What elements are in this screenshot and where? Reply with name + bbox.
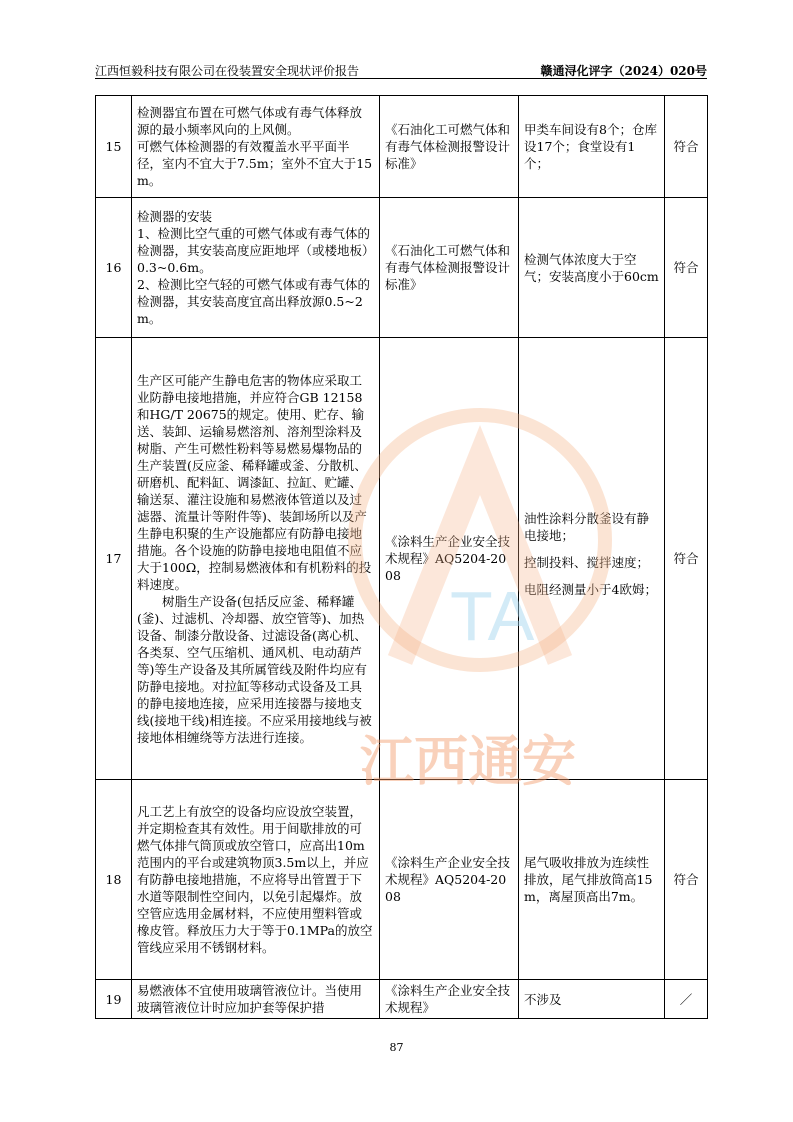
requirement-text: 检测器的安装 <box>137 209 213 224</box>
result-cell: 符合 <box>665 96 708 198</box>
requirement-text: 易燃液体不宜使用玻璃管液位计。当使用玻璃管液位计时应加护套等保护措 <box>137 983 363 1015</box>
table-row <box>96 780 708 980</box>
actual-text: 不涉及 <box>524 991 562 1007</box>
requirement-cell <box>132 780 380 980</box>
table-row <box>96 198 708 338</box>
basis-cell: 《涂料生产企业安全技术规程》AQ5204-2008 <box>380 780 519 980</box>
report-number: 赣通浔化评字（2024）020号 <box>540 64 707 78</box>
requirement-text: 树脂生产设备(包括反应釜、稀释罐(釜)、过滤机、冷却器、放空管等)、加热设备、制漆分散设备、过滤设备(离心机、各类泵、空气压缩机、通风机、电动葫芦等)等生产设备及其所属管线及附件均应有防静电接地。对拉缸等移动式设备及工具的静电接地连接，应采用连接器与接地支线(接地干线)相连接。不应采用接地线与被接地体相缠绕等方法进行连接。 <box>137 593 372 745</box>
requirement-text: 生产区可能产生静电危害的物体应采取工业防静电接地措施，并应符合GB 12158和HG/T 20675的规定。使用、贮存、输送、装卸、运输易燃溶剂、溶剂型涂料及树脂、产生可燃性粉料等易燃易爆物品的生产装置(反应釜、稀释罐或釜、分散机、研磨机、配料缸、调漆缸、拉缸、贮罐、输送泵、灌注设施和易燃液体管道以及过滤器、流量计等附件等)、装卸场所以及产生静电积聚的生产设施都应有防静电接地措施。各个设施的防静电接地电阻值不应大于100Ω，控制易燃液体和有机粉料的投料速度。 <box>137 372 372 592</box>
actual-cell <box>519 198 665 338</box>
requirement-text: 2、检测比空气轻的可燃气体或有毒气体的检测器，其安装高度宜高出释放源0.5~2m。 <box>137 277 370 326</box>
actual-text: 电阻经测量小于4欧姆； <box>524 581 657 597</box>
basis-cell: 《石油化工可燃气体和有毒气体检测报警设计标准》 <box>380 96 519 198</box>
requirement-text: 检测器宜布置在可燃气体或有毒气体释放源的最小频率风向的上风侧。 <box>137 105 363 137</box>
header-divider <box>95 78 707 79</box>
actual-cell <box>519 780 665 980</box>
row-number: 15 <box>96 96 132 198</box>
actual-cell <box>519 96 665 198</box>
requirement-text: 凡工艺上有放空的设备均应设放空装置，并定期检查其有效性。用于间歇排放的可燃气体排气筒顶或放空管口，应高出10m范围内的平台或建筑物顶3.5m以上，并应有防静电接地措施，不应将导出管置于下水道等限制性空间内，以免引起爆炸。放空管应选用金属材料，不应使用塑料管或橡皮管。释放压力大于等于0.1MPa的放空管线应采用不锈钢材料。 <box>137 804 373 955</box>
requirement-cell <box>132 338 380 780</box>
seal-logo-text: TA <box>450 577 535 655</box>
actual-text: 检测气体浓度大于空气；安装高度小于60cm <box>524 251 659 284</box>
actual-text: 尾气吸收排放为连续性排放，尾气排放筒高15m，离屋顶高出7m。 <box>524 855 653 904</box>
result-cell: 符合 <box>665 198 708 338</box>
requirement-cell <box>132 980 380 1019</box>
result-cell: ／ <box>665 980 708 1019</box>
requirement-cell <box>132 198 380 338</box>
table-row <box>96 338 708 780</box>
basis-cell: 《石油化工可燃气体和有毒气体检测报警设计标准》 <box>380 198 519 338</box>
report-title: 江西恒毅科技有限公司在役装置安全现状评价报告 <box>95 64 360 78</box>
result-cell: 符合 <box>665 338 708 780</box>
requirement-text: 可燃气体检测器的有效覆盖水平平面半径，室内不宜大于7.5m；室外不宜大于15m。 <box>137 139 373 188</box>
result-cell: 符合 <box>665 780 708 980</box>
actual-text: 油性涂料分散釜设有静电接地； <box>524 510 650 543</box>
actual-cell <box>519 980 665 1019</box>
row-number: 17 <box>96 338 132 780</box>
basis-cell: 《涂料生产企业安全技术规程》 <box>380 980 519 1019</box>
requirement-cell <box>132 96 380 198</box>
row-number: 19 <box>96 980 132 1019</box>
table-row <box>96 980 708 1019</box>
evaluation-table <box>95 95 708 1019</box>
actual-cell <box>519 338 665 780</box>
actual-text: 甲类车间设有8个；仓库设17个；食堂设有1个； <box>524 122 657 171</box>
page-header <box>95 60 707 78</box>
requirement-text: 1、检测比空气重的可燃气体或有毒气体的检测器，其安装高度应距地坪（或楼地板）0.3~0.6m。 <box>137 226 370 275</box>
page-number: 87 <box>389 1041 404 1054</box>
seal-company-text: 江西通安 <box>360 730 576 793</box>
row-number: 18 <box>96 780 132 980</box>
actual-text: 控制投料、搅拌速度； <box>524 554 650 570</box>
table-row <box>96 96 708 198</box>
row-number: 16 <box>96 198 132 338</box>
basis-cell: 《涂料生产企业安全技术规程》AQ5204-2008 <box>380 338 519 780</box>
